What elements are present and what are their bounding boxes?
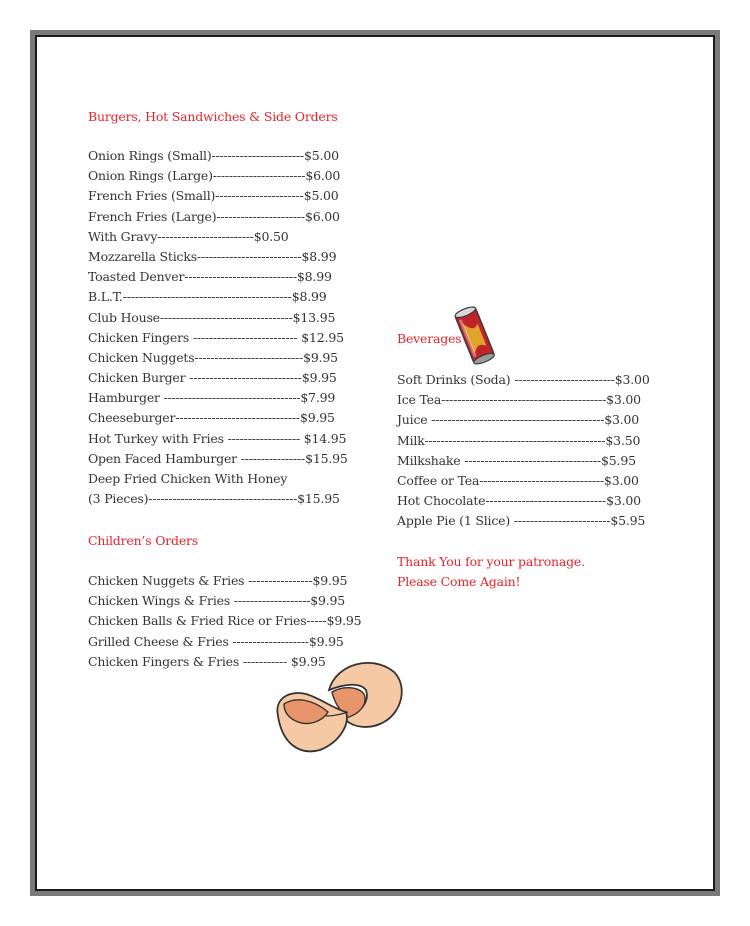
- soda-can-icon: [448, 303, 504, 369]
- children-menu-item: Chicken Nuggets & Fries ----------------$9.95: [88, 573, 348, 588]
- burgers-menu-item: Club House---------------------------------$13.95: [88, 309, 336, 325]
- burgers-menu-item: Deep Fried Chicken With Honey: [88, 471, 288, 486]
- burgers-menu-item: Chicken Burger ----------------------------$9.95: [88, 370, 337, 386]
- beverages-menu-item: Ice Tea-----------------------------------------$3.00: [397, 392, 641, 408]
- beverages-menu-item: Coffee or Tea-------------------------------$3.00: [397, 472, 639, 488]
- burgers-menu-item: Mozzarella Sticks--------------------------$8.99: [88, 248, 337, 264]
- burgers-menu-item: Chicken Nuggets---------------------------$9.95: [88, 349, 338, 365]
- beverages-section-title: Beverages: [397, 331, 462, 346]
- burgers-menu-item: Cheeseburger-------------------------------$9.95: [88, 410, 335, 426]
- thank-you-line: Thank You for your patronage.: [397, 554, 585, 569]
- burgers-menu-item: French Fries (Small)----------------------$5.00: [88, 188, 339, 204]
- burgers-menu-item: With Gravy------------------------$0.50: [88, 228, 289, 244]
- beverages-menu-item: Apple Pie (1 Slice) ------------------------$5.95: [397, 513, 646, 529]
- children-section-title: Children’s Orders: [88, 533, 199, 548]
- children-menu-item: Grilled Cheese & Fries -------------------$9.95: [88, 633, 344, 649]
- burgers-menu-item: Onion Rings (Large)-----------------------$6.00: [88, 168, 341, 184]
- come-again-line: Please Come Again!: [397, 574, 521, 589]
- children-menu-item: Chicken Balls & Fried Rice or Fries-----$9.95: [88, 613, 362, 629]
- children-menu-item: Chicken Fingers & Fries ----------- $9.95: [88, 653, 326, 669]
- beverages-menu-item: Milkshake ----------------------------------$5.95: [397, 452, 636, 468]
- beverages-menu-item: Juice -------------------------------------------$3.00: [397, 412, 640, 428]
- burgers-section-title: Burgers, Hot Sandwiches & Side Orders: [88, 109, 338, 124]
- burgers-menu-item: Onion Rings (Small)-----------------------$5.00: [88, 148, 339, 163]
- thank-you-note: [397, 552, 585, 592]
- beverages-menu-item: Milk---------------------------------------------$3.50: [397, 432, 641, 448]
- burgers-menu-item: Chicken Fingers -------------------------- $12.95: [88, 329, 344, 345]
- beverages-menu-item: Hot Chocolate------------------------------$3.00: [397, 493, 641, 509]
- burgers-item-list: [88, 146, 348, 509]
- burgers-menu-item: French Fries (Large)----------------------$6.00: [88, 208, 340, 224]
- beverages-item-list: [397, 370, 650, 532]
- burgers-menu-item: Toasted Denver----------------------------$8.99: [88, 269, 332, 285]
- burgers-menu-item: (3 Pieces)-------------------------------------$15.95: [88, 491, 340, 507]
- burgers-menu-item: Open Faced Hamburger ----------------$15.95: [88, 450, 348, 466]
- children-menu-item: Chicken Wings & Fries -------------------$9.95: [88, 593, 346, 609]
- beverages-menu-item: Soft Drinks (Soda) -------------------------$3.00: [397, 372, 650, 387]
- burgers-menu-item: Hot Turkey with Fries ------------------ $14.95: [88, 430, 347, 446]
- burgers-menu-item: Hamburger ----------------------------------$7.99: [88, 390, 336, 406]
- fortune-cookie-icon: [274, 656, 404, 758]
- burgers-menu-item: B.L.T.------------------------------------------$8.99: [88, 289, 327, 305]
